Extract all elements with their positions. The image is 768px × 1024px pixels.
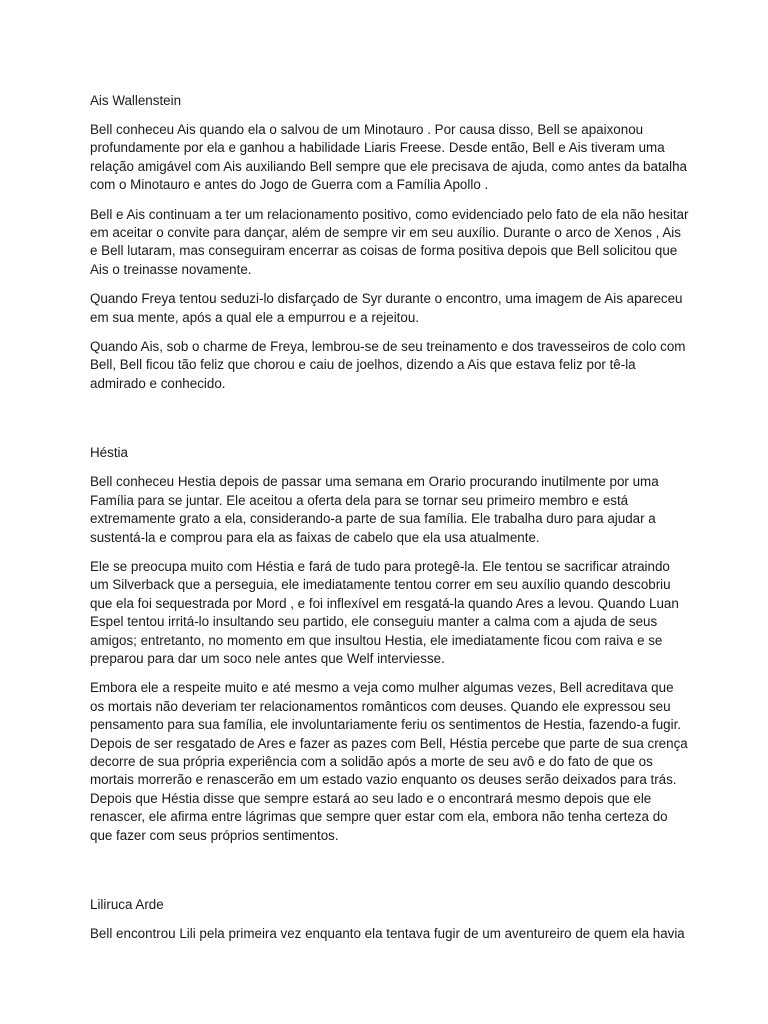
paragraph: Bell conheceu Ais quando ela o salvou de um Minotauro . Por causa disso, Bell se apaixonou profundamente por ela e ganhou a habilidade Liaris Freese. Desde então, Bell e Ais tiveram uma relação amigável com Ais auxiliando Bell sempre que ele precisava de ajuda, como antes da batalha com o Minotauro e antes do Jogo de Guerra com a Família Apollo . [90, 122, 687, 193]
section-heading: Ais Wallenstein [90, 93, 182, 108]
section-heading: Liliruca Arde [90, 897, 164, 912]
section-ais-wallenstein [90, 92, 690, 393]
section-hestia [90, 444, 690, 845]
paragraph: Bell conheceu Hestia depois de passar uma semana em Orario procurando inutilmente por uma Família para se juntar. Ele aceitou a oferta dela para se tornar seu primeiro membro e está extremamente grato a ela, considerando-a parte de sua família. Ele trabalha duro para ajudar a sustentá-la e comprou para ela as faixas de cabelo que ela usa atualmente. [90, 474, 659, 545]
paragraph: Ele se preocupa muito com Héstia e fará de tudo para protegê-la. Ele tentou se sacrificar atraindo um Silverback que a perseguia, ele imediatamente tentou correr em seu auxílio quando descobriu que ela foi sequestrada por Mord , e foi inflexível em resgatá-la quando Ares a levou. Quando Luan Espel tentou irritá-lo insultando seu partido, ele conseguiu manter a calma com a ajuda de seus amigos; entretanto, no momento em que insultou Hestia, ele imediatamente ficou com raiva e se preparou para dar um soco nele antes que Welf interviesse. [90, 558, 679, 666]
section-spacer [90, 856, 690, 896]
paragraph: Quando Freya tentou seduzi-lo disfarçado de Syr durante o encontro, uma imagem de Ais apareceu em sua mente, após a qual ele a empurrou e a rejeitou. [90, 291, 683, 325]
paragraph: Quando Ais, sob o charme de Freya, lembrou-se de seu treinamento e dos travesseiros de colo com Bell, Bell ficou tão feliz que chorou e caiu de joelhos, dizendo a Ais que estava feliz por tê-la admirado e conhecido. [90, 339, 686, 391]
paragraph: Bell e Ais continuam a ter um relacionamento positivo, como evidenciado pelo fato de ela não hesitar em aceitar o convite para dançar, além de sempre vir em seu auxílio. Durante o arco de Xenos , Ais e Bell lutaram, mas conseguiram encerrar as coisas de forma positiva depois que Bell solicitou que Ais o treinasse novamente. [90, 206, 689, 277]
section-liliruca-arde [90, 896, 690, 943]
paragraph: Bell encontrou Lili pela primeira vez enquanto ela tentava fugir de um aventureiro de quem ela havia [90, 926, 685, 941]
paragraph: Embora ele a respeite muito e até mesmo a veja como mulher algumas vezes, Bell acreditava que os mortais não deveriam ter relacionamentos românticos com deuses. Quando ele expressou seu pensamento para sua família, ele involuntariamente feriu os sentimentos de Hestia, fazendo-a fugir. Depois de ser resgatado de Ares e fazer as pazes com Bell, Héstia percebe que parte de sua crença decorre de sua própria experiência com a solidão após a morte de seu avô e do fato de que os mortais morrerão e renascerão em um estado vazio enquanto os deuses serão deixados para trás. Depois que Héstia disse que sempre estará ao seu lado e o encontrará mesmo depois que ele renascer, ele afirma entre lágrimas que sempre quer estar com ela, embora não tenha certeza do que fazer com seus próprios sentimentos. [90, 680, 688, 843]
section-heading: Héstia [90, 445, 128, 461]
section-spacer [90, 404, 690, 444]
document-page [90, 92, 690, 954]
